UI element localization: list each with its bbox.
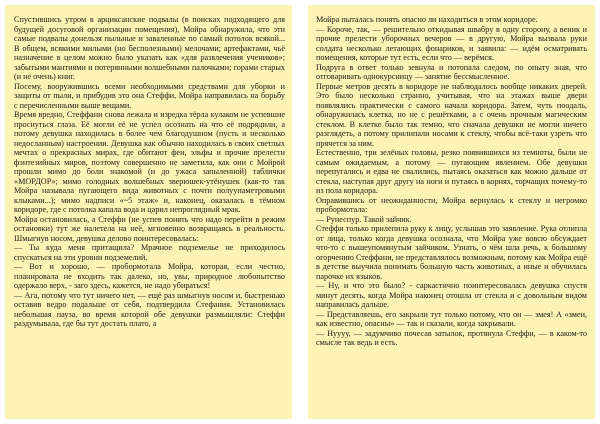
paragraph: Спустившись утром в арциксанские подвалы (в поисках подходящего для будущей досуговой организации помещения), Мойра обнаружила, что эти самые подвалы донельзя пыльные и заваленные по самый потолок всякой... В общем, всякими милыми (но бесполезными) мелочами; артефактами, чьё назначение в целом можно было указать как «для развлечения учеников»; забытыми мантиями и потерянными волшебными палочками; горами старых (и не очень) книг. [14, 15, 285, 81]
paragraph: Естественно, три зелёных головы, резко появившихся из темноты, были не самым ожидаемым, а потому — пугающим явлением. Обе девушки перепугались и едва не свалились, пытаясь оказаться как можно дальше от стекла, наступая друг другу на ноги и путаясь в корнях, торчащих почему-то из пола коридора. [316, 148, 587, 195]
paragraph: Подруга в ответ только зевнула и потопала следом, по опыту зная, что отговаривать однокурсницу — занятие бессмысленное. [316, 62, 587, 81]
left-page [5, 5, 292, 419]
paragraph: — Ты куда меня притащила? Мрачное подземелье не приходилось спускаться на эти уровни подземелий. [14, 243, 285, 262]
paragraph: Первые метров десять в коридоре не наблюдалось вообще никаких дверей. Это было несколько странно, учитывая, что на этажах выше двери появлялись практически с самого начала коридора. Затем, чуть поодаль, обнаружилась клетка, но не с решётками, а с очень прочным магическим стеклом. В клетке было так темно, что сначала девушки не могли ничего разглядеть, а потому прилипали носами к стеклу, чтобы всё-таки узреть что прячется за ним. [316, 81, 587, 148]
paragraph: Стеффи только прилепила руку к лицу, услышав это заявление. Рука отлипла от лица, только когда девушка осознала, что Мойра уже вовсю обсуждает что-то с вышеупомянутым зайчиком. Узнать, о чём шла речь, к большому огорчению Стеффани, не представлялось возможным, потому как Мойра ещё в детстве выучила понимать большую часть животных, а иные и обучилась парочке их языков. [316, 224, 587, 281]
paragraph: Мойра пыталась понять опасно ли находиться в этом коридоре. [316, 15, 538, 24]
right-page [308, 5, 595, 419]
paragraph: — Вот и хорошо, — пробормотала Мойра, которая, если честно, планировала не входить так далеко, но, увы, природное любопытство одержало верх, - заго здесь, кажется, не надо убираться! [14, 262, 285, 290]
paragraph: — Рунеспур. Такой зайчик. [316, 214, 412, 224]
paragraph: — Представляешь, его закрыли тут только потому, что он — змея! А «змеи, как известно, опасны» — так и сказали, когда закрывали. [316, 309, 587, 328]
paragraph: Оправившись от неожиданности, Мойра вернулась к стеклу и негромко пробормотала: [316, 195, 587, 214]
paragraph: Посему, вооружившись всеми необходимыми средствами для уборки и защиты от пыли, и прибудив это она Стеффи, Мойра направилась на борьбу с перечисленными выше вещами. [14, 81, 285, 110]
paragraph: — Ага, потому что тут ничего нет, — ещё раз шмыгнув носом и, быстренько оставив ведро подальше от себя, подтвердила Стефания. Установилась небольшая пауза, во время которой обе девушки размышляли: Стеффи раздумывала, где бы тут достать плато, а [14, 290, 285, 328]
paragraph: — Ну, и что это было? - саркастично поинтересовалась девушка спустя минут десять, когда Мойра наконец отошла от стекла и с довольным видом направилась дальше. [316, 281, 587, 309]
paragraph: Время вредно, Стеффани снова лежала и изредка тёрла кулаком не успевшие проснуться глаза. Её могли её не успел осознать на что её подрядили, а потому девушка находилась в более чем благодушном (пусть и несколько недосланным) настроении. Девушка как обычно находилась в своих светлых мечтах о прекрасных мирах, где обитают феи, эльфы и прочие прелести фэнтезийных миров, поэтому совершенно не заметила, как они с Мойрой прошли мимо до боли знакомой (и до ужаса запыленной) таблички «МОРДОР»; мимо голодных волшебных зверюшек-утёнушек (как-то так Мойра называла пугающего вида животных с почти полуупаметровыми клыками...); мимо надписи «~5 этаж» и, наконец, оказалась в тёмном коридоре, где с потолка капала вода и царил непроглядный мрак. [14, 110, 285, 214]
paragraph: Мойра остановилась, а Стеффи (не успев понять что надо перейти в режим остановки) тут же налетела на неё, мгновенно возвращаясь в реальность. Шмыгнув носом, девушка делово поинтересовалась: [14, 214, 285, 243]
paragraph: — Нуууу, — задумчиво почесав затылок, протянула Стеффи, — в каком-то смысле так ведь и есть. [316, 328, 587, 347]
paragraph: — Короче, так, — решительно откидывая швабру в одну сторону, а веник и прочие прелести уборочных вечеров — в другую, Мойра вызвала руки солдата несколько летающих фонариков, и заявила: — идём осматривать помещения, которые тут есть, если что — верёмся. [316, 24, 587, 62]
